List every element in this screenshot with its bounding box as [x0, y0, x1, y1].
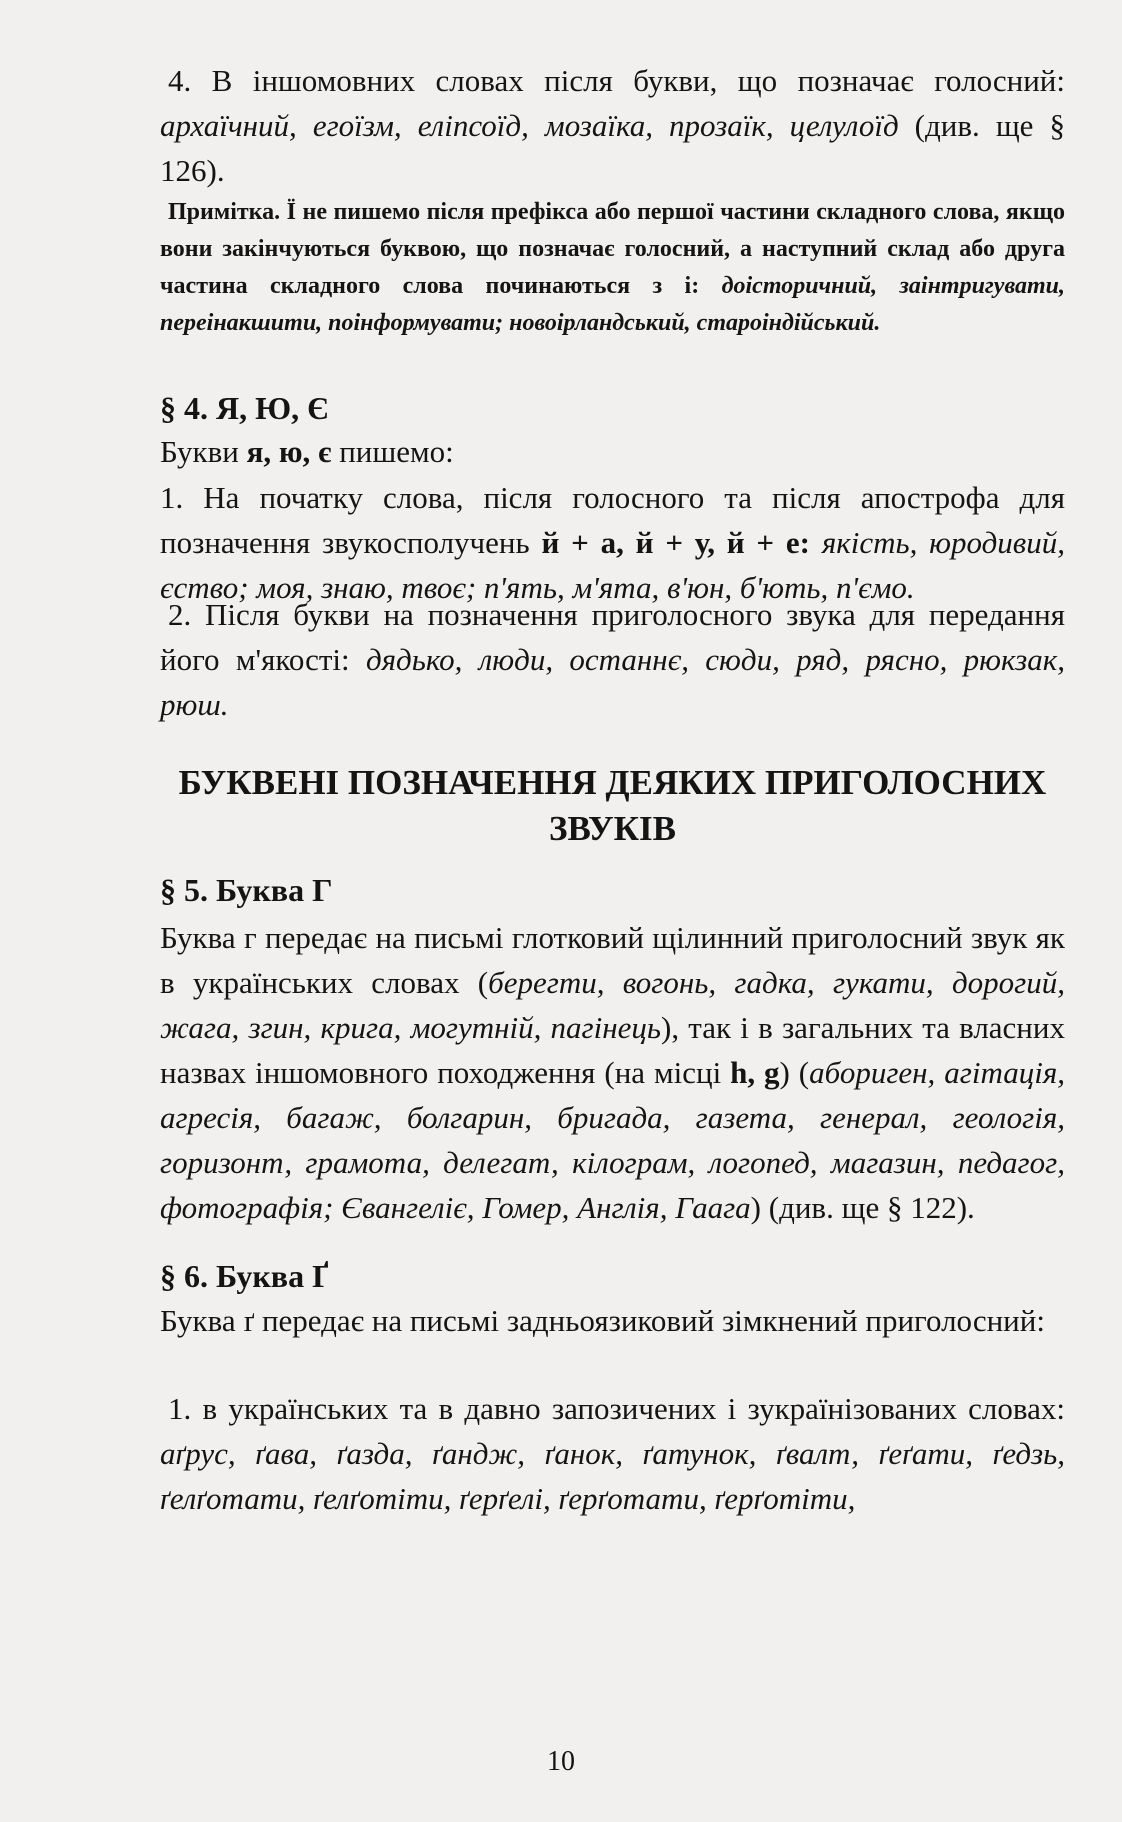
note-paragraph: Примітка. Ї не пишемо після префікса або першої частини складного слова, якщо вони закінчуються буквою, що позначає голосний, а наступний склад або друга частина складного слова починаються з і: доісторичний, заінтригувати, переінакшити, поінформувати; новоірландський, староіндійський.	[160, 199, 1066, 336]
section-4-heading: § 4. Я, Ю, Є	[160, 390, 329, 426]
section-5-heading: § 5. Буква Г	[160, 872, 333, 908]
chapter-title: БУКВЕНІ ПОЗНАЧЕННЯ ДЕЯКИХ ПРИГОЛОСНИХ ЗВУКІВ	[178, 763, 1047, 848]
section-4-point-2: 2. Після букви на позначення приголосного звука для передання його м'якості: дядько, люди, останнє, сюди, ряд, рясно, рюкзак, рюш.	[160, 597, 1065, 722]
section-4-point-1: 1. На початку слова, після голосного та після апострофа для позначення звукосполучень й + а, й + у, й + е: якість, юродивий, єство; моя, знаю, твоє; п'ять, м'ята, в'юн, б'ють, п'ємо.	[160, 480, 1065, 605]
section-6-intro: Буква ґ передає на письмі задньоязиковий зімкнений приголосний:	[160, 1303, 1045, 1338]
page-number: 10	[547, 1746, 575, 1777]
note-examples: доісторичний, заінтригувати, переінакшити, поінформувати; новоірландський, староіндійський.	[160, 273, 1066, 336]
section-4-intro: Букви я, ю, є пишемо:	[160, 434, 454, 469]
item-4-paragraph: 4. В іншомовних словах після букви, що позначає голосний: архаїчний, егоїзм, еліпсоїд, мозаїка, прозаїк, целулоїд (див. ще § 126).	[160, 63, 1066, 188]
section-6-point-1: 1. в українських та в давно запозичених і зукраїнізованих словах: аґрус, ґава, ґазда, ґандж, ґанок, ґатунок, ґвалт, ґеґати, ґедзь, ґелґотати, ґелґотіти, ґерґелі, ґерґотати, ґерґотіти,	[160, 1391, 1065, 1516]
section-6-heading: § 6. Буква Ґ	[160, 1258, 329, 1294]
note-label: Примітка.	[168, 199, 281, 225]
item-4-examples: архаїчний, егоїзм, еліпсоїд, мозаїка, прозаїк, целулоїд	[160, 108, 899, 143]
section-5-paragraph: Буква г передає на письмі глотковий щілинний приголосний звук як в українських словах (берегти, вогонь, гадка, гукати, дорогий, жага, згин, крига, могутній, пагінець), так і в загальних та власних назвах іншомовного походження (на місці h, g) (абориген, агітація, агресія, багаж, болгарин, бригада, газета, генерал, геологія, горизонт, грамота, делегат, кілограм, логопед, магазин, педагог, фотографія; Євангеліє, Гомер, Англія, Гаага) (див. ще § 122).	[160, 920, 1065, 1225]
